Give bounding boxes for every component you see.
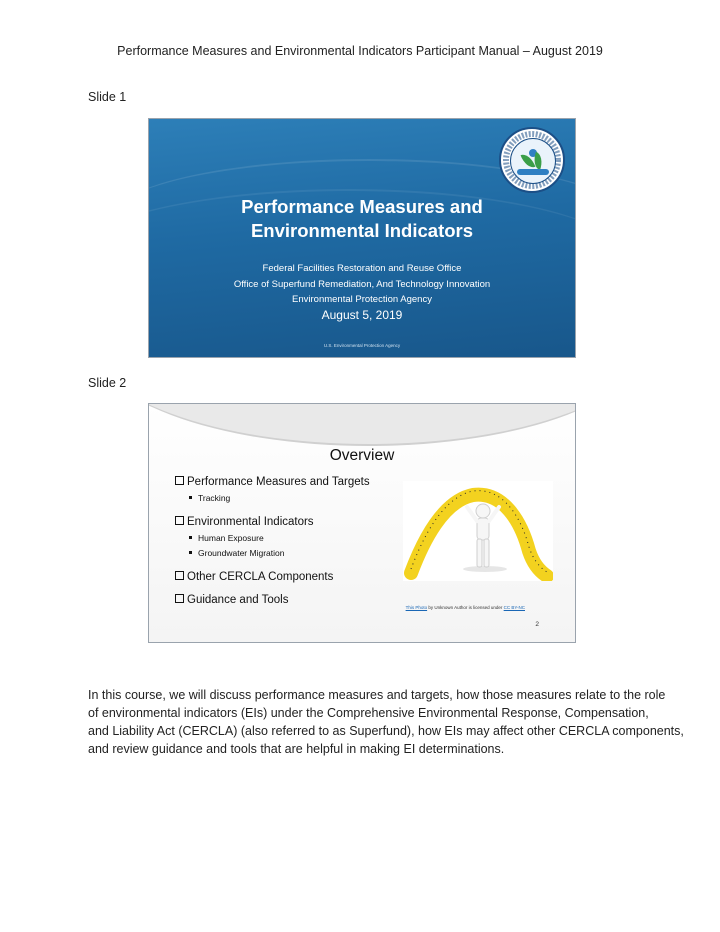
- document-header: Performance Measures and Environmental Indicators Participant Manual – August 2019: [117, 44, 603, 58]
- slide-1-footer: U.S. Environmental Protection Agency: [323, 343, 401, 348]
- paragraph-line: of environmental indicators (EIs) under the Comprehensive Environmental Response, Compensation,: [88, 706, 649, 720]
- paragraph-line: and review guidance and tools that are helpful in making EI determinations.: [88, 742, 505, 756]
- slide-1: [148, 118, 576, 358]
- checkbox-bullet-icon: [175, 571, 184, 580]
- body-paragraph: [88, 686, 684, 758]
- subtitle-osrti: Office of Superfund Remediation, And Technology Innovation: [233, 279, 491, 290]
- bullet-text: Environmental Indicators: [187, 516, 314, 528]
- slide-2: [148, 403, 576, 643]
- measuring-tape-figure-icon: [403, 481, 553, 581]
- slide-2-label: Slide 2: [88, 376, 127, 390]
- subtitle-office: Federal Facilities Restoration and Reuse Office: [262, 263, 462, 274]
- bullet-item: [175, 516, 314, 528]
- square-bullet-icon: [189, 536, 192, 539]
- square-bullet-icon: [189, 551, 192, 554]
- bullet-item: [175, 476, 370, 488]
- bullet-text: Performance Measures and Targets: [187, 476, 370, 488]
- slide-1-title: [149, 195, 575, 243]
- sub-bullet-item: [189, 533, 264, 543]
- epa-seal-icon: [499, 127, 565, 193]
- decorative-arc: [148, 403, 576, 446]
- title-line-1: Performance Measures and: [241, 196, 483, 217]
- sub-bullet-text: Human Exposure: [198, 533, 264, 543]
- photo-illustration: [403, 481, 553, 581]
- sub-bullet-text: Groundwater Migration: [198, 548, 285, 558]
- paragraph-line: In this course, we will discuss performance measures and targets, how those measures relate to the role: [88, 688, 666, 702]
- slide-1-date: August 5, 2019: [321, 308, 403, 322]
- bullet-text: Guidance and Tools: [187, 594, 289, 606]
- bullet-item: [175, 571, 333, 583]
- paragraph-line: and Liability Act (CERCLA) (also referred to as Superfund), how EIs may affect other CERCLA components,: [88, 724, 684, 738]
- checkbox-bullet-icon: [175, 476, 184, 485]
- seal-emblem: [510, 138, 556, 184]
- photo-credit-text: by Unknown Author is licensed under: [427, 605, 504, 610]
- checkbox-bullet-icon: [175, 594, 184, 603]
- sub-bullet-item: [189, 493, 230, 503]
- sub-bullet-item: [189, 548, 284, 558]
- bullet-item: [175, 594, 288, 606]
- photo-credit-link[interactable]: This Photo: [405, 605, 428, 610]
- water-icon: [517, 169, 549, 175]
- slide-2-title: Overview: [329, 447, 395, 464]
- subtitle-agency: Environmental Protection Agency: [292, 294, 432, 305]
- photo-credit: [406, 605, 525, 610]
- license-link[interactable]: CC BY-NC: [503, 605, 525, 610]
- square-bullet-icon: [189, 496, 192, 499]
- slide-1-label: Slide 1: [88, 90, 127, 104]
- title-line-2: Environmental Indicators: [250, 220, 474, 241]
- sub-bullet-text: Tracking: [198, 493, 231, 503]
- checkbox-bullet-icon: [175, 516, 184, 525]
- slide-page-number: 2: [535, 621, 539, 628]
- bullet-text: Other CERCLA Components: [187, 571, 334, 583]
